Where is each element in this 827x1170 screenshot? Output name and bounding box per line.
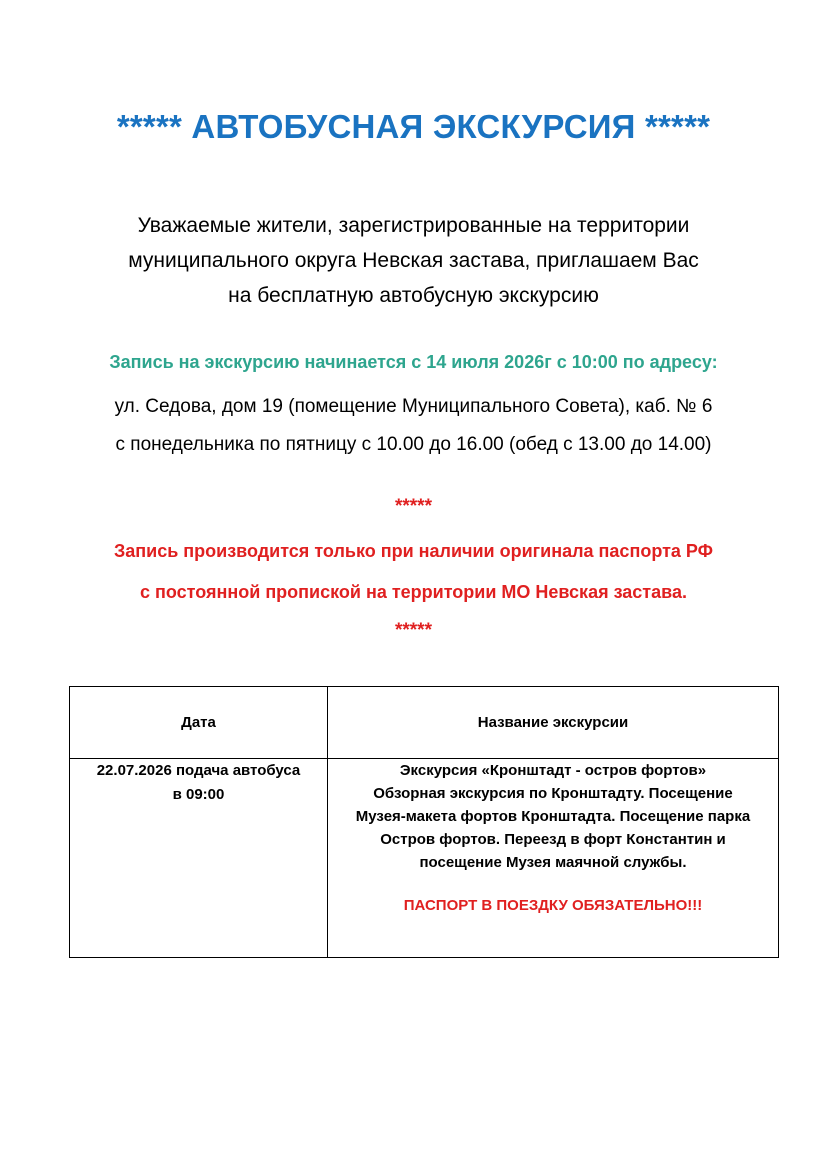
excursion-description-cell [328,759,779,958]
intro-line: муниципального округа Невская застава, приглашаем Вас [128,249,699,272]
stars-divider-top: ***** [395,496,432,517]
intro-line: Уважаемые жители, зарегистрированные на территории [137,214,690,237]
table-row [70,759,779,958]
page-title: ***** АВТОБУСНАЯ ЭКСКУРСИЯ ***** [116,108,711,145]
column-header-date: Дата [70,687,328,759]
stars-divider-bottom: ***** [395,620,432,641]
date-line: в 09:00 [172,786,225,803]
description-line: Остров фортов. Переезд в форт Константин и [380,831,726,848]
description-line: Обзорная экскурсия по Кронштадту. Посещение [373,785,733,802]
table-header-row [70,687,779,759]
description-line: Экскурсия «Кронштадт - остров фортов» [399,762,707,779]
passport-required-note: ПАСПОРТ В ПОЕЗДКУ ОБЯЗАТЕЛЬНО!!! [403,897,703,914]
date-line: 22.07.2026 подача автобуса [96,762,301,779]
address-text: ул. Седова, дом 19 (помещение Муниципального Совета), каб. № 6 [114,396,713,417]
description-line: посещение Музея маячной службы. [419,854,687,871]
description-line: Музея-макета фортов Кронштадта. Посещение парка [355,808,751,825]
excursion-table [69,686,779,958]
column-header-excursion-name: Название экскурсии [328,687,779,759]
hours-text: с понедельника по пятницу с 10.00 до 16.00 (обед с 13.00 до 14.00) [115,434,712,455]
passport-warning-line2: с постоянной пропиской на территории МО Невская застава. [140,582,687,602]
passport-warning-line1: Запись производится только при наличии оригинала паспорта РФ [113,541,714,561]
signup-start-text: Запись на экскурсию начинается с 14 июля 2026г с 10:00 по адресу: [109,352,718,372]
intro-line: на бесплатную автобусную экскурсию [228,284,599,307]
intro-text [60,208,767,313]
date-cell [70,759,328,958]
